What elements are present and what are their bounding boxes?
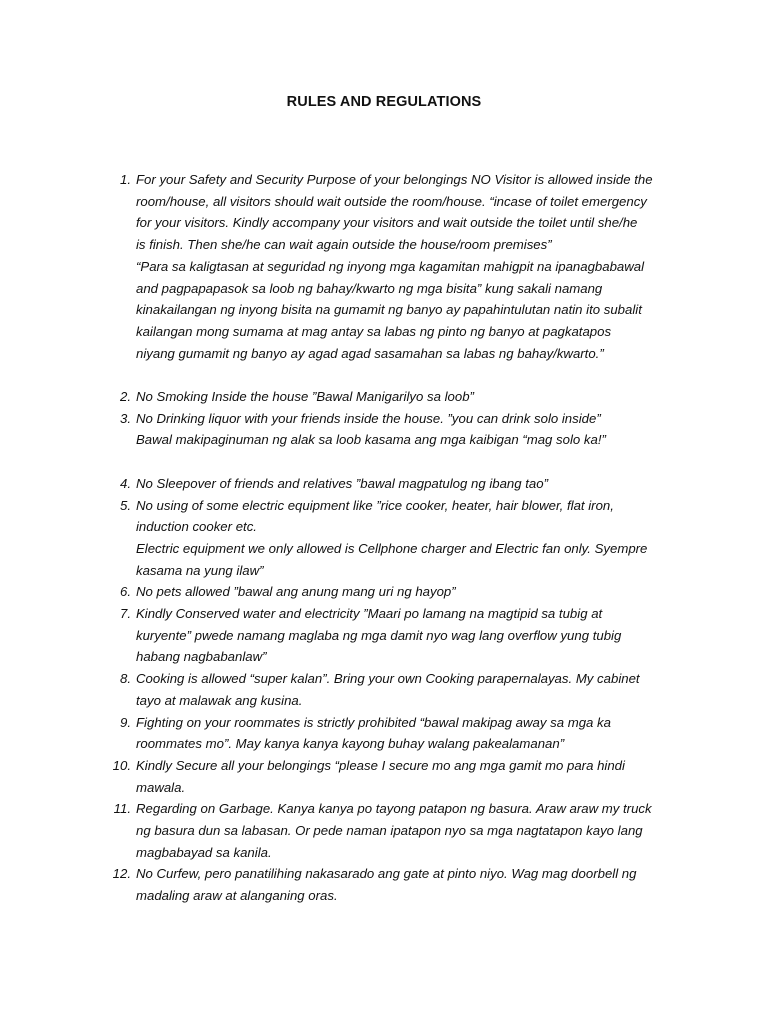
rule-text-line: No Smoking Inside the house ”Bawal Manigarilyo sa loob” bbox=[136, 389, 474, 405]
rule-text-line: kailangan mong sumama at mag antay sa labas ng pinto ng banyo at pagkatapos bbox=[136, 323, 612, 339]
rule-text-line: No Sleepover of friends and relatives ”bawal magpatulog ng ibang tao” bbox=[136, 475, 548, 491]
rule-number: 10. bbox=[112, 757, 131, 773]
rule-text-line: is finish. Then she/he can wait again outside the house/room premises” bbox=[136, 237, 552, 253]
rule-item-7 bbox=[104, 603, 684, 668]
rule-item-3 bbox=[104, 408, 684, 451]
rule-number: 2. bbox=[120, 389, 131, 405]
rule-text-line: No using of some electric equipment like ”rice cooker, heater, hair blower, flat iron, bbox=[136, 497, 614, 513]
rule-text-line: ng basura dun sa labasan. Or pede naman ipatapon nyo sa mga nagtatapon kayo lang bbox=[136, 823, 643, 839]
rule-number: 7. bbox=[120, 606, 131, 622]
rule-text-line: No Drinking liquor with your friends inside the house. ”you can drink solo inside” bbox=[136, 410, 601, 426]
rule-text-line: Electric equipment we only allowed is Cellphone charger and Electric fan only. Syempre bbox=[136, 540, 648, 556]
rule-text-line: kinakailangan ng inyong bisita na gumamit ng banyo ay papahintulutan natin ito subalit bbox=[136, 302, 642, 318]
rule-number: 1. bbox=[120, 172, 131, 187]
rule-text-line: roommates mo”. May kanya kanya kayong buhay walang pakealamanan” bbox=[136, 736, 565, 752]
rule-item-9 bbox=[104, 712, 684, 755]
rule-text-line: for your visitors. Kindly accompany your visitors and wait outside the toilet until she/he bbox=[136, 215, 638, 231]
rule-text-line: mawala. bbox=[136, 779, 186, 795]
rule-text-line: No pets allowed ”bawal ang anung mang uri ng hayop” bbox=[136, 584, 456, 600]
rule-item-4 bbox=[104, 473, 684, 495]
rule-item-6 bbox=[104, 581, 684, 603]
document-title: RULES AND REGULATIONS bbox=[286, 94, 482, 110]
rule-item-5 bbox=[104, 495, 684, 582]
rule-text-line: kuryente” pwede namang maglaba ng mga damit nyo wag lang overflow yung tubig bbox=[136, 627, 622, 643]
rule-text-line: For your Safety and Security Purpose of your belongings NO Visitor is allowed inside the bbox=[136, 172, 653, 187]
rule-text-line: induction cooker etc. bbox=[136, 519, 257, 535]
rule-text-line: Bawal makipaginuman ng alak sa loob kasama ang mga kaibigan “mag solo ka!” bbox=[136, 432, 606, 448]
rule-text-line: tayo at malawak ang kusina. bbox=[136, 692, 303, 708]
rule-number: 4. bbox=[120, 475, 131, 491]
rule-text-line: kasama na yung ilaw” bbox=[136, 562, 264, 578]
rule-text-line: Kindly Conserved water and electricity ”Maari po lamang na magtipid sa tubig at bbox=[136, 606, 603, 622]
rule-number: 12. bbox=[112, 866, 131, 882]
rule-item-10 bbox=[104, 755, 684, 798]
rule-text-line: magbabayad sa kanila. bbox=[136, 844, 272, 860]
rule-number: 8. bbox=[120, 671, 131, 687]
rule-text-line: “Para sa kaligtasan at seguridad ng inyong mga kagamitan mahigpit na ipanagbabawal bbox=[136, 258, 645, 274]
rule-text-line: room/house, all visitors should wait outside the room/house. “incase of toilet emergency bbox=[136, 193, 647, 209]
rule-number: 5. bbox=[120, 497, 131, 513]
rule-text-line: Regarding on Garbage. Kanya kanya po tayong patapon ng basura. Araw araw my truck bbox=[136, 801, 652, 817]
rule-text-line: habang nagbabanlaw” bbox=[136, 649, 267, 665]
rule-number: 9. bbox=[120, 714, 131, 730]
rule-text-line: Cooking is allowed “super kalan”. Bring your own Cooking parapernalayas. My cabinet bbox=[136, 671, 640, 687]
rule-number: 3. bbox=[120, 410, 131, 426]
rule-text-line: and pagpapapasok sa loob ng bahay/kwarto ng mga bisita” kung sakali namang bbox=[136, 280, 603, 296]
rule-text-line: No Curfew, pero panatilihing nakasarado ang gate at pinto niyo. Wag mag doorbell ng bbox=[136, 866, 637, 882]
rule-number: 6. bbox=[120, 584, 131, 600]
rule-text-line: Kindly Secure all your belongings “please I secure mo ang mga gamit mo para hindi bbox=[136, 757, 625, 773]
rule-text-line: madaling araw at alanganing oras. bbox=[136, 888, 338, 904]
rules-list bbox=[104, 169, 684, 907]
rule-item-11 bbox=[104, 798, 684, 863]
rule-item-1 bbox=[104, 169, 684, 364]
rule-text-line: Fighting on your roommates is strictly prohibited “bawal makipag away sa mga ka bbox=[136, 714, 611, 730]
rule-item-12 bbox=[104, 863, 684, 906]
rule-number: 11. bbox=[113, 801, 131, 817]
rule-item-8 bbox=[104, 668, 684, 711]
rule-item-2 bbox=[104, 386, 684, 408]
rule-text-line: niyang gumamit ng banyo ay agad agad sasamahan sa labas ng bahay/kwarto.” bbox=[136, 345, 604, 361]
